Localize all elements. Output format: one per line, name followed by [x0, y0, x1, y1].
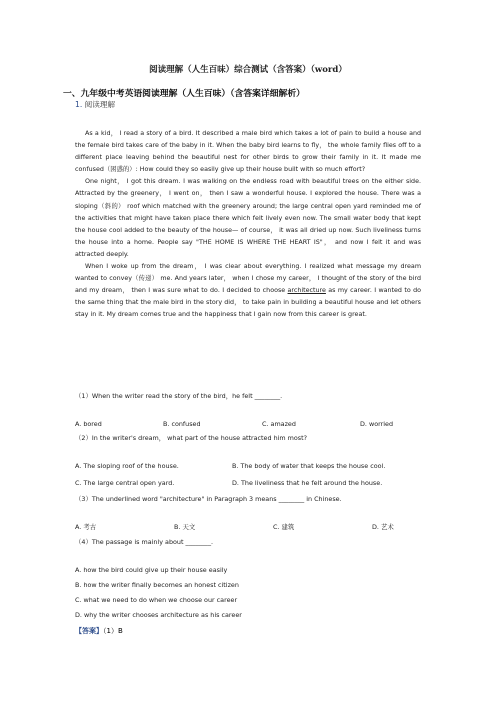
- question-number: 1.: [75, 100, 83, 109]
- paragraph-1: As a kid， I read a story of a bird. It described a male bird which takes a lot of pain to build a house and the female bird takes care of the baby in it. When the baby bird learns to fly， the whole family flies off to a different place leaving behind the beautiful nest for other birds to grow their family in it. It made me confused（困惑的）: How could they so easily give up their house built with so much effort?: [75, 130, 421, 174]
- q2-option-b: B. The body of water that keeps the house cool.: [232, 462, 386, 470]
- q4-option-d: D. why the writer chooses architecture as his career: [75, 611, 242, 619]
- underlined-word: architecture: [287, 287, 326, 295]
- q3-option-c: C. 建筑: [273, 523, 295, 531]
- question-header: [75, 99, 115, 110]
- question-2: （2）In the writer's dream， what part of the house attracted him most?: [75, 434, 308, 442]
- q2-option-a: A. The sloping roof of the house.: [75, 462, 179, 470]
- q4-option-a: A. how the bird could give up their house easily: [75, 566, 228, 574]
- section-heading: 一、九年级中考英语阅读理解（人生百味）（含答案详细解析）: [63, 89, 305, 99]
- document-title: 阅读理解（人生百味）综合测试（含答案）（word）: [149, 65, 347, 75]
- answer-text: （1）B: [103, 627, 123, 635]
- q3-option-a: A. 考古: [75, 523, 97, 531]
- q1-option-c: C. amazed: [262, 420, 296, 428]
- q2-option-d: D. The liveliness that he felt around the house.: [232, 479, 383, 487]
- q4-option-c: C. what we need to do when we choose our career: [75, 596, 238, 604]
- q4-option-b: B. how the writer finally becomes an honest citizen: [75, 581, 239, 589]
- q1-option-a: A. bored: [75, 420, 102, 428]
- paragraph-3-start: When I woke up from the dream， I was clear about everything. I realized what message my dream wanted to convey（传递） me. And years later， when I chose my career， I thought of the story of the bird and my dream， then I was sure what to do. I decided to choose: [75, 263, 421, 295]
- question-3: （3）The underlined word "architecture" in Paragraph 3 means ________ in Chinese.: [75, 495, 342, 503]
- paragraph-2: One night， I got this dream. I was walking on the endless road with beautiful trees on the either side. Attracted by the greenery， I went on， then I saw a wonderful house. I explored the house. There was a sloping（斜的） roof which matched with the greenery around; the large central open yard reminded me of the activities that might have taken place there which felt lively even now. The small water body that kept the house cool added to the beauty of the house— of course， it was all dried up now. Such liveliness turns the house into a home. People say "THE HOME IS WHERE THE HEART IS"， and now I felt it and was attracted deeply.: [75, 178, 421, 258]
- answer-tag: 【答案】: [75, 627, 103, 635]
- q3-option-b: B. 天文: [174, 523, 196, 531]
- q3-option-d: D. 艺术: [372, 523, 394, 531]
- q2-option-c: C. The large central open yard.: [75, 479, 175, 487]
- answer-line: [75, 626, 123, 636]
- q1-option-d: D. worried: [360, 420, 394, 428]
- question-type: 阅读理解: [84, 100, 116, 109]
- passage: [75, 128, 421, 322]
- q1-option-b: B. confused: [163, 420, 201, 428]
- paragraph-3-end: as my career. I wanted to do the same thing that the male bird in the story did， to take pain in building a beautiful house and let others stay in it. My dream comes true and the happiness that I gain now from this career is great.: [75, 287, 421, 319]
- question-4: （4）The passage is mainly about ________.: [75, 538, 214, 546]
- paragraph-3: [75, 261, 421, 321]
- question-1: （1）When the writer read the story of the bird，he felt ________.: [75, 392, 283, 400]
